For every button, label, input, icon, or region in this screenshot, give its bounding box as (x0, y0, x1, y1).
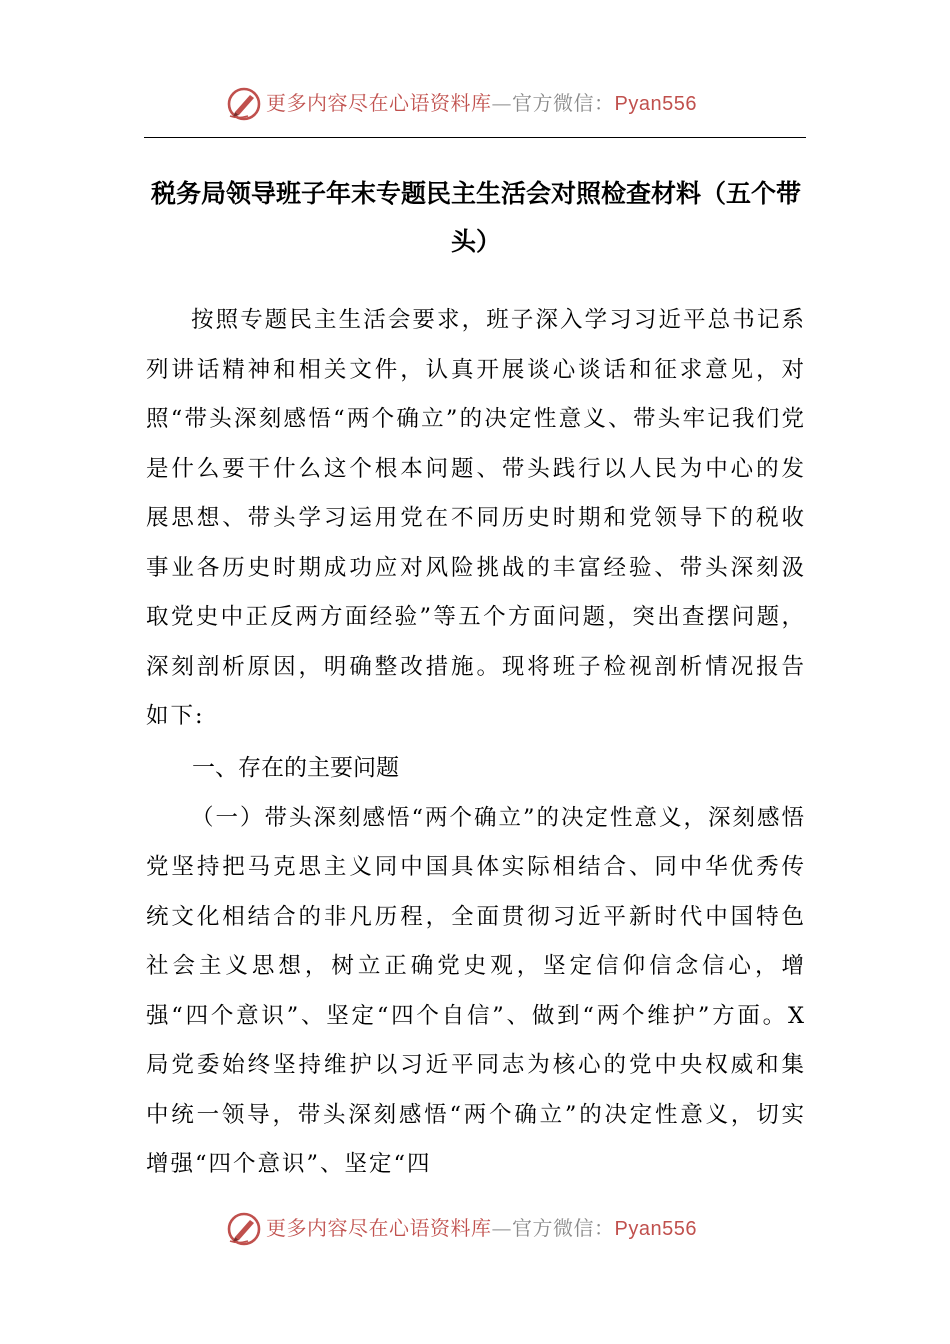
watermark-wechat-id: Pyan556 (614, 93, 697, 115)
pen-logo-icon (226, 1211, 262, 1247)
document-body (146, 296, 806, 1190)
watermark-dash: — (491, 91, 512, 115)
watermark-banner-top (0, 84, 950, 124)
watermark-text (266, 90, 697, 117)
intro-paragraph: 按照专题民主生活会要求，班子深入学习习近平总书记系列讲话精神和相关文件，认真开展谈心谈话和征求意见，对照“带头深刻感悟“两个确立”的决定性意义、带头牢记我们党是什么要干什么这个根本问题、带头践行以人民为中心的发展思想、带头学习运用党在不同历史时期和党领导下的税收事业各历史时期成功应对风险挑战的丰富经验、带头深刻汲取党史中正反两方面经验”等五个方面问题，突出查摆问题，深刻剖析原因，明确整改措施。现将班子检视剖析情况报告如下: (146, 307, 806, 729)
watermark-dash: — (491, 1216, 512, 1240)
header-divider (144, 137, 806, 138)
pen-logo-icon (226, 86, 262, 122)
watermark-wechat-id: Pyan556 (614, 1218, 697, 1240)
watermark-site: 更多内容尽在心语资料库 (266, 91, 492, 115)
watermark-wechat-label: 官方微信： (512, 91, 615, 115)
document-title: 税务局领导班子年末专题民主生活会对照检查材料（五个带头） (150, 179, 801, 256)
watermark-banner-bottom (0, 1209, 950, 1249)
section-heading: 一、存在的主要问题 (192, 754, 399, 781)
watermark-site: 更多内容尽在心语资料库 (266, 1216, 492, 1240)
watermark-wechat-label: 官方微信： (512, 1216, 615, 1240)
section-paragraph: （一）带头深刻感悟“两个确立”的决定性意义，深刻感悟党坚持把马克思主义同中国具体实际相结合、同中华优秀传统文化相结合的非凡历程，全面贯彻习近平新时代中国特色社会主义思想，树立正确党史观，坚定信仰信念信心，增强“四个意识”、坚定“四个自信”、做到“两个维护”方面。X局党委始终坚持维护以习近平同志为核心的党中央权威和集中统一领导，带头深刻感悟“两个确立”的决定性意义，切实增强“四个意识”、坚定“四 (146, 804, 807, 1177)
watermark-text (266, 1215, 697, 1242)
